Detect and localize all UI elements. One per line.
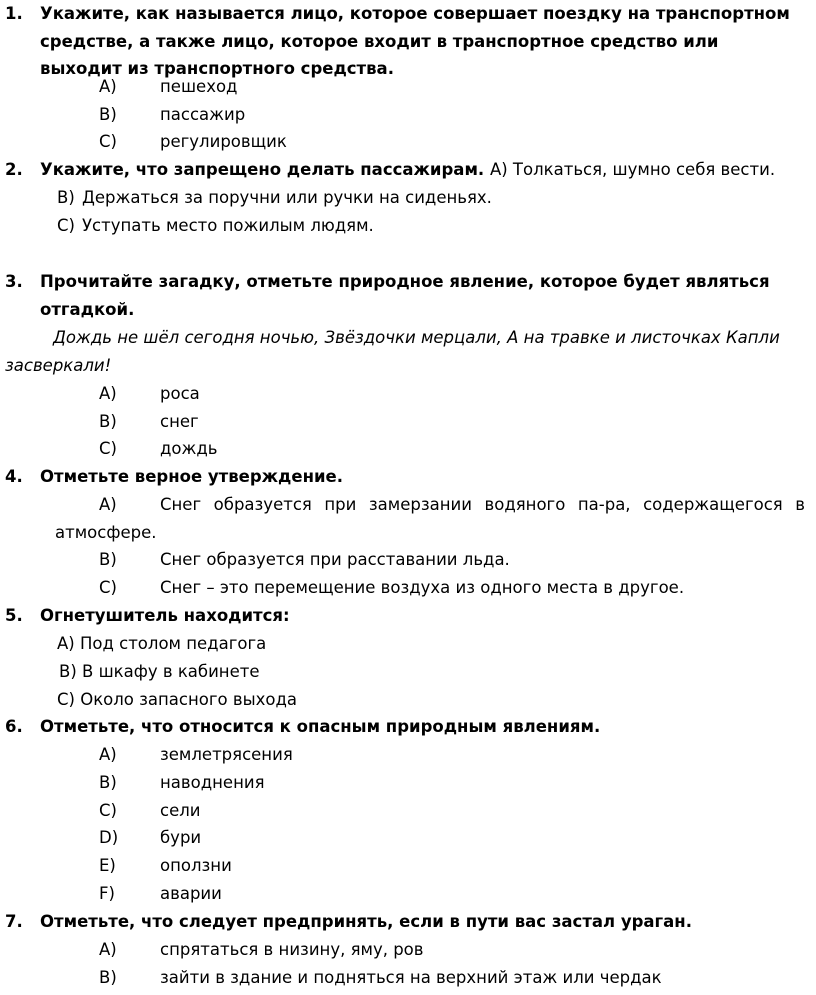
option-letter: A)	[99, 495, 117, 514]
option-letter: F)	[99, 884, 115, 903]
question-3	[5, 268, 800, 323]
inline-option: А) Толкаться, шумно себя вести.	[489, 160, 776, 179]
option-letter: E)	[99, 856, 116, 875]
option-text: зайти в здание и подняться на верхний этаж или чердак	[160, 968, 662, 987]
question-line	[40, 156, 800, 184]
option-letter: B)	[99, 968, 117, 987]
option-letter: B)	[99, 773, 117, 792]
option-text: Снег образуется при замерзании водяного па-ра, содержащегося в атмосфере.	[55, 495, 805, 542]
question-number: 4.	[5, 467, 23, 486]
option-4a	[55, 491, 805, 546]
option-text: С) Около запасного выхода	[57, 690, 298, 709]
question-2	[5, 156, 800, 184]
option-letter: A)	[99, 745, 117, 764]
option-text: В) В шкафу в кабинете	[59, 662, 260, 681]
option-letter: B)	[99, 550, 117, 569]
question-7	[5, 908, 800, 936]
question-number: 6.	[5, 717, 23, 736]
question-5	[5, 602, 800, 630]
option-text: Держаться за поручни или ручки на сиденьях.	[82, 188, 492, 207]
question-text: Прочитайте загадку, отметьте природное явление, которое будет являться отгадкой.	[40, 272, 770, 319]
option-text: аварии	[160, 884, 222, 903]
option-letter: A)	[99, 384, 117, 403]
option-letter: C)	[57, 216, 75, 235]
option-text: роса	[160, 384, 200, 403]
riddle-text: Дождь не шёл сегодня ночью, Звёздочки мерцали, А на травке и листочках Капли засверкали!	[5, 328, 780, 375]
question-text: Отметьте, что следует предпринять, если в пути вас застал ураган.	[40, 912, 692, 931]
option-7b	[99, 964, 662, 992]
option-3b	[99, 408, 199, 436]
option-6d	[99, 824, 201, 852]
question-number: 7.	[5, 912, 23, 931]
option-text: наводнения	[160, 773, 265, 792]
option-letter: A)	[99, 940, 117, 959]
question-number: 5.	[5, 606, 23, 625]
option-text: спрятаться в низину, яму, ров	[160, 940, 424, 959]
option-6b	[99, 769, 265, 797]
question-number: 2.	[5, 160, 23, 179]
option-6f	[99, 880, 222, 908]
option-text: бури	[160, 828, 202, 847]
option-text: оползни	[160, 856, 232, 875]
option-5a	[57, 630, 266, 658]
question-6	[5, 713, 800, 741]
option-text: пешеход	[160, 77, 238, 96]
option-6a	[99, 741, 293, 769]
option-text: дождь	[160, 439, 218, 458]
question-text: Отметьте, что относится к опасным природным явлениям.	[40, 717, 601, 736]
question-text: Отметьте верное утверждение.	[40, 467, 343, 486]
option-1a	[99, 73, 237, 101]
option-7a	[99, 936, 424, 964]
question-1	[5, 0, 800, 83]
option-6e	[99, 852, 232, 880]
question-text: Укажите, как называется лицо, которое совершает поездку на транспортном средстве, а также лицо, которое входит в транспортное средство или выходит из транспортного средства.	[40, 4, 790, 78]
option-letter: A)	[99, 77, 117, 96]
option-letter: D)	[99, 828, 119, 847]
option-6c	[99, 797, 201, 825]
option-5b	[59, 658, 260, 686]
option-letter: C)	[99, 439, 117, 458]
question-text: Укажите, что запрещено делать пассажирам.	[40, 160, 485, 179]
option-text: Снег – это перемещение воздуха из одного места в другое.	[160, 578, 685, 597]
option-text: Снег образуется при расставании льда.	[160, 550, 510, 569]
option-text: сели	[160, 801, 201, 820]
option-letter: B)	[99, 412, 117, 431]
option-4c	[99, 574, 684, 602]
question-4	[5, 463, 800, 491]
option-letter: B)	[57, 188, 75, 207]
option-4b	[99, 546, 510, 574]
option-5c	[57, 686, 297, 714]
option-letter: C)	[99, 132, 117, 151]
option-letter: C)	[99, 578, 117, 597]
option-text: регулировщик	[160, 132, 287, 151]
question-number: 1.	[5, 4, 23, 23]
option-letter: B)	[99, 105, 117, 124]
option-3c	[99, 435, 218, 463]
option-text: А) Под столом педагога	[57, 634, 267, 653]
question-text: Огнетушитель находится:	[40, 606, 290, 625]
option-2c	[57, 212, 374, 240]
option-letter: C)	[99, 801, 117, 820]
option-3a	[99, 380, 200, 408]
option-text: снег	[160, 412, 199, 431]
option-text: землетрясения	[160, 745, 293, 764]
option-2b	[57, 184, 492, 212]
question-number: 3.	[5, 272, 23, 291]
option-1b	[99, 101, 245, 129]
option-text: пассажир	[160, 105, 246, 124]
option-1c	[99, 128, 287, 156]
option-text: Уступать место пожилым людям.	[82, 216, 374, 235]
